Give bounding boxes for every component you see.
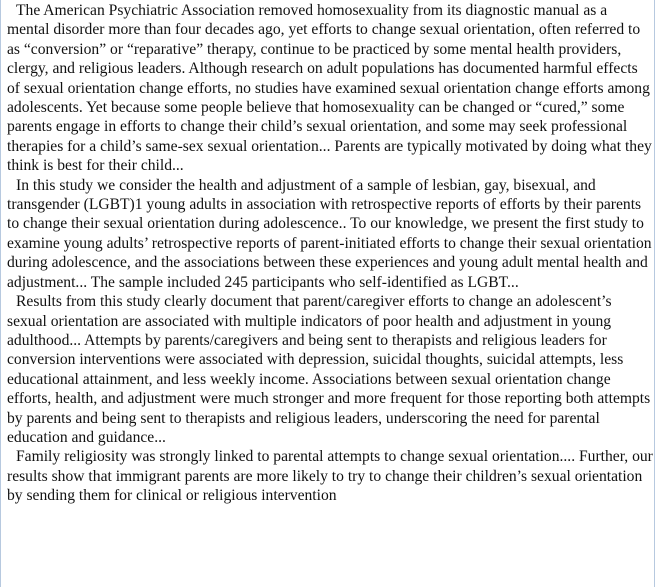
paragraph-4: Family religiosity was strongly linked to parental attempts to change sexual orientation.... Further, our results show that immigrant parents are more likely to try to change their children’s sexual orientation by sending them for clinical or religious intervention: [7, 448, 653, 505]
paragraph-3: Results from this study clearly document that parent/caregiver efforts to change an adolescent’s sexual orientation are associated with multiple indicators of poor health and adjustment in young adulthood... Attempts by parents/caregivers and being sent to therapists and religious leaders for conversion interventions were associated with depression, suicidal thoughts, suicidal attempts, less educational attainment, and less weekly income. Associations between sexual orientation change efforts, health, and adjustment were much stronger and more frequent for those reporting both attempts by parents and being sent to therapists and religious leaders, underscoring the need for parental education and guidance...: [7, 293, 651, 446]
paragraph-2: In this study we consider the health and adjustment of a sample of lesbian, gay, bisexual, and transgender (LGBT)1 young adults in association with retrospective reports of efforts by their parents to change their sexual orientation during adolescence.. To our knowledge, we present the first study to examine young adults’ retrospective reports of parent-initiated efforts to change their sexual orientation during adolescence, and the associations between these experiences and young adult mental health and adjustment... The sample included 245 participants who self-identified as LGBT...: [7, 176, 652, 291]
document-body: [7, 1, 653, 506]
paragraph-1: The American Psychiatric Association removed homosexuality from its diagnostic manual as a mental disorder more than four decades ago, yet efforts to change sexual orientation, often referred to as “conversion” or “reparative” therapy, continue to be practiced by some mental health providers, clergy, and religious leaders. Although research on adult populations has documented harmful effects of sexual orientation change efforts, no studies have examined sexual orientation change efforts among adolescents. Yet because some people believe that homosexuality can be changed or “cured,” some parents engage in efforts to change their child’s sexual orientation, and some may seek professional therapies for a child’s same-sex sexual orientation... Parents are typically motivated by doing what they think is best for their child...: [7, 2, 652, 175]
